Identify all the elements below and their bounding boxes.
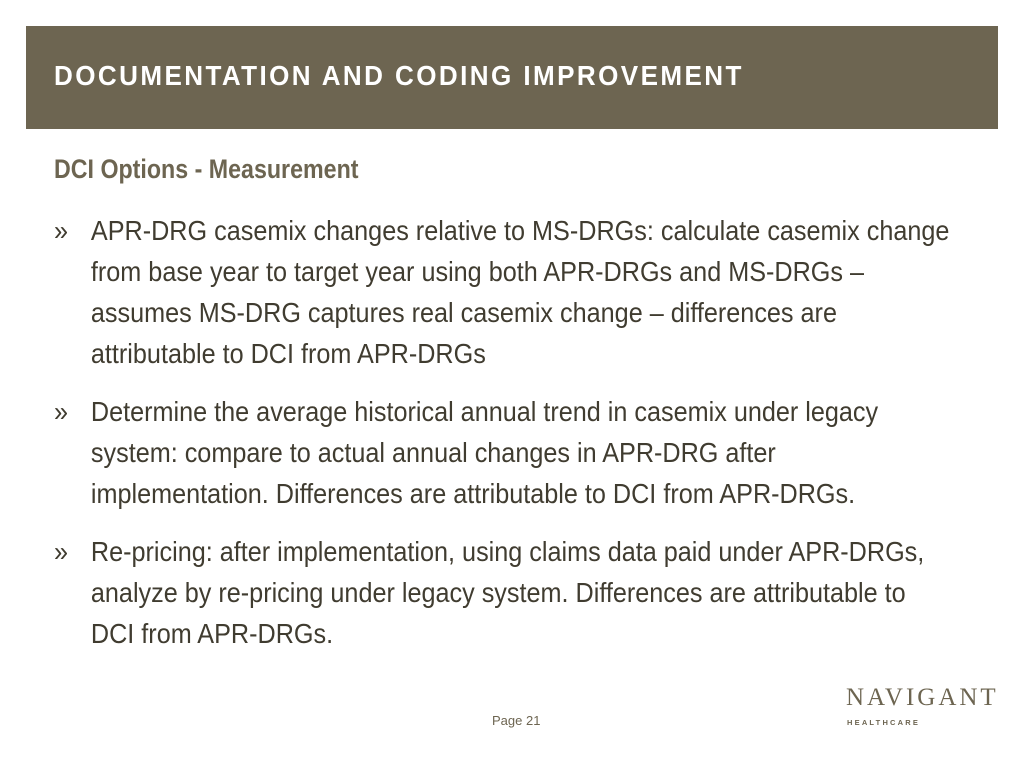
logo-subtitle: HEALTHCARE [847,718,921,727]
page-number: Page 21 [492,713,541,728]
bullet-item [54,391,954,514]
bullet-text: APR-DRG casemix changes relative to MS-DRGs: calculate casemix change from base year to target year using both APR-DRGs and MS-DRGs – assumes MS-DRG captures real casemix change – differences are attributable to DCI from APR-DRGs [90,215,950,369]
slide-title: DOCUMENTATION AND CODING IMPROVEMENT [54,60,744,91]
bullet-text: Determine the average historical annual trend in casemix under legacy system: compare to actual annual changes in APR-DRG after implementation. Differences are attributable to DCI from APR-DRGs. [90,396,879,509]
bullet-text: Re-pricing: after implementation, using claims data paid under APR-DRGs, analyze by re-pricing under legacy system. Differences are attributable to DCI from APR-DRGs. [90,536,925,649]
bullet-marker-icon: » [54,215,69,246]
title-bar [26,26,998,129]
navigant-logo [846,684,999,734]
bullet-marker-icon: » [54,536,69,567]
slide-subheading: DCI Options - Measurement [54,154,359,184]
bullet-list [54,210,954,671]
logo-wordmark: NAVIGANT [846,684,999,711]
bullet-item [54,531,954,654]
bullet-item [54,210,954,374]
bullet-marker-icon: » [54,396,69,427]
